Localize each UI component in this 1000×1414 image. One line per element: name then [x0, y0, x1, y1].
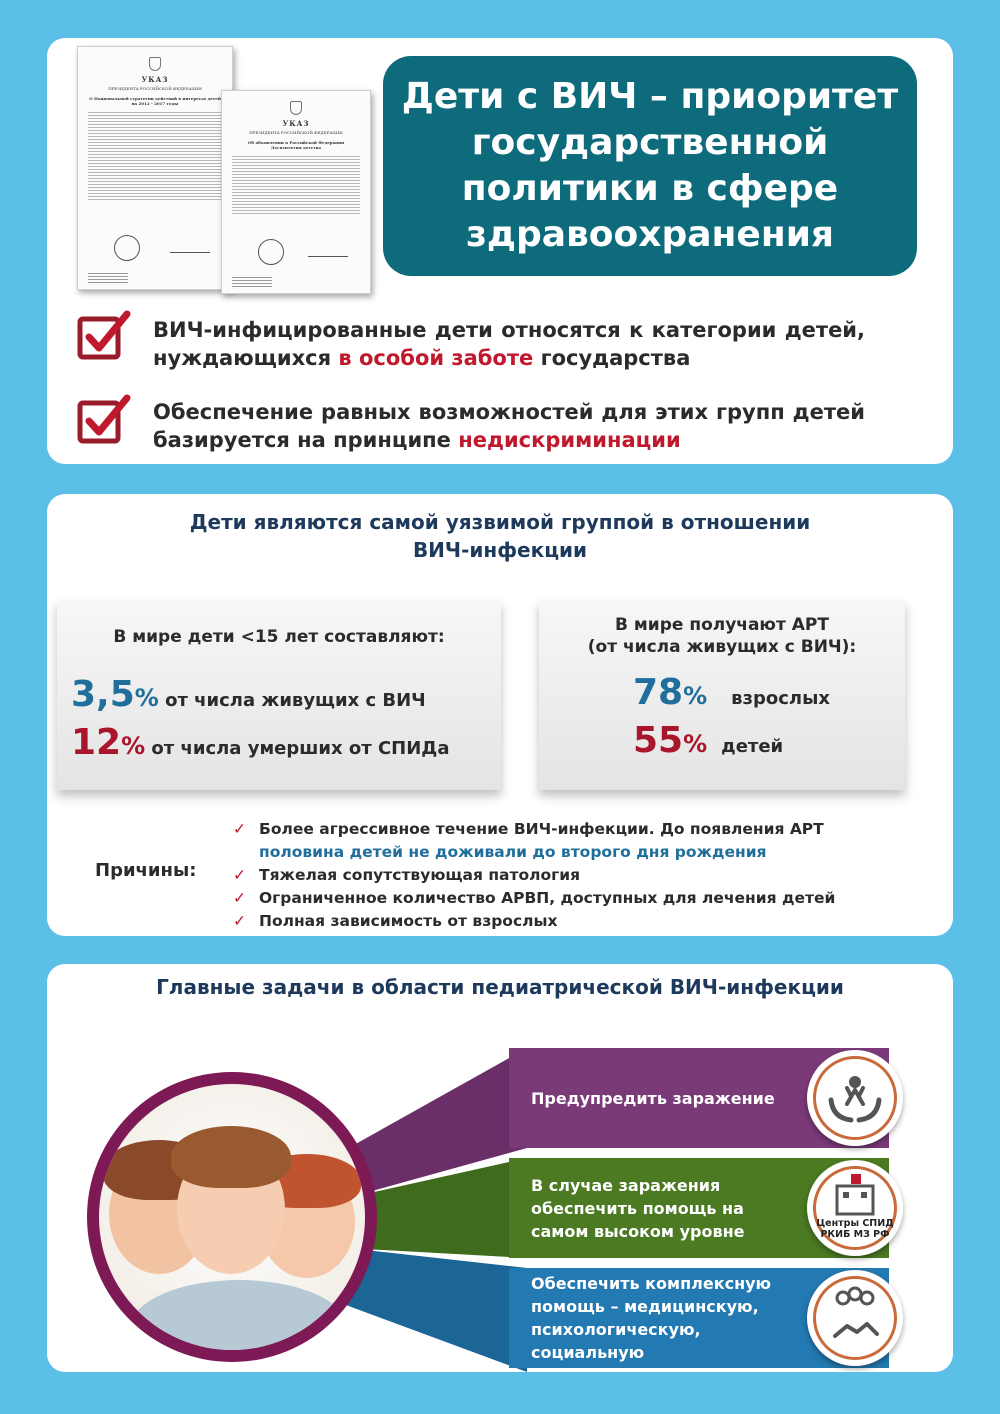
checkmark-icon: ✓	[233, 889, 246, 907]
stat-living-with-hiv: 3,5% от числа живущих с ВИЧ	[71, 674, 426, 715]
decree-footer	[232, 275, 272, 287]
policy-card	[47, 38, 953, 464]
coat-of-arms-icon	[149, 57, 161, 71]
section-title: Дети являются самой уязвимой группой в отношении ВИЧ-инфекции	[189, 510, 811, 562]
reason-item: ✓ Ограниченное количество АРВП, доступных для лечения детей	[233, 887, 933, 910]
title-box	[383, 56, 917, 276]
highlight-text: в особой заботе	[338, 346, 534, 370]
art-coverage-box	[539, 600, 905, 790]
checkbox-icon	[77, 310, 133, 362]
section-title: Главные задачи в области педиатрической ВИЧ-инфекции	[156, 975, 844, 999]
tasks-card	[47, 964, 953, 1372]
children-illustration	[87, 1072, 377, 1362]
seal-icon	[114, 235, 140, 261]
decree-document-2	[221, 90, 371, 294]
decree-issuer: ПРЕЗИДЕНТА РОССИЙСКОЙ ФЕДЕРАЦИИ	[249, 130, 343, 135]
checkmark-icon: ✓	[233, 912, 246, 930]
page-title: Дети с ВИЧ – приоритет государственной политики в сфере здравоохранения	[401, 76, 899, 255]
decree-text	[88, 110, 222, 202]
coat-of-arms-icon	[290, 101, 302, 115]
decree-issuer: ПРЕЗИДЕНТА РОССИЙСКОЙ ФЕДЕРАЦИИ	[108, 86, 202, 91]
stat-died-of-aids: 12% от числа умерших от СПИДа	[71, 722, 450, 763]
decree-text	[232, 154, 360, 216]
bullet-nondiscrimination: Обеспечение равных возможностей для этих групп детей базируется на принципе недискриминации	[153, 400, 865, 452]
task-complex-care: Обеспечить комплексную помощь – медицинскую, психологическую, социальную	[509, 1268, 889, 1368]
highlight-text: недискриминации	[458, 428, 681, 452]
stat-heading: В мире получают АРТ (от числа живущих с ВИЧ):	[587, 615, 857, 657]
people-handshake-icon	[807, 1270, 903, 1366]
reason-item: ✓ Более агрессивное течение ВИЧ-инфекции. До появления АРТ	[233, 818, 933, 841]
reasons-label: Причины:	[95, 860, 197, 881]
decree-subject: О Национальной стратегии действий в интересах детей на 2012 - 2017 годы	[89, 96, 221, 106]
stat-heading: В мире дети <15 лет составляют:	[113, 627, 445, 647]
reasons-list	[233, 818, 933, 933]
decree-footer	[88, 271, 128, 283]
stat-adults-art: 78% взрослых	[633, 672, 830, 713]
children-share-box	[57, 600, 501, 790]
bullet-special-care: ВИЧ-инфицированные дети относятся к категории детей, нуждающихся в особой заботе государства	[153, 318, 865, 370]
decree-heading: УКАЗ	[141, 75, 169, 84]
hospital-caption: Центры СПИД РКИБ МЗ РФ	[816, 1218, 894, 1240]
reason-item: ✓ Полная зависимость от взрослых	[233, 910, 933, 933]
decree-heading: УКАЗ	[282, 119, 310, 128]
reason-item: ✓ Тяжелая сопутствующая патология	[233, 864, 933, 887]
task-prevent: Предупредить заражение	[509, 1048, 889, 1148]
checkbox-icon	[77, 394, 133, 446]
reason-item-continuation: половина детей не доживали до второго дня рождения	[259, 843, 767, 861]
seal-icon	[258, 239, 284, 265]
vulnerability-card	[47, 494, 953, 936]
task-high-level-care: В случае заражения обеспечить помощь на самом высоком уровне	[509, 1158, 889, 1258]
decree-subject: Об объявлении в Российской Федерации Десятилетия детства	[247, 140, 345, 150]
checkmark-icon: ✓	[233, 820, 246, 838]
child-in-hands-icon	[807, 1050, 903, 1146]
hospital-icon	[807, 1160, 903, 1256]
decree-document-1	[77, 46, 233, 290]
signature	[308, 249, 348, 257]
checkmark-icon: ✓	[233, 866, 246, 884]
signature	[170, 245, 210, 253]
stat-children-art: 55% детей	[633, 720, 784, 761]
